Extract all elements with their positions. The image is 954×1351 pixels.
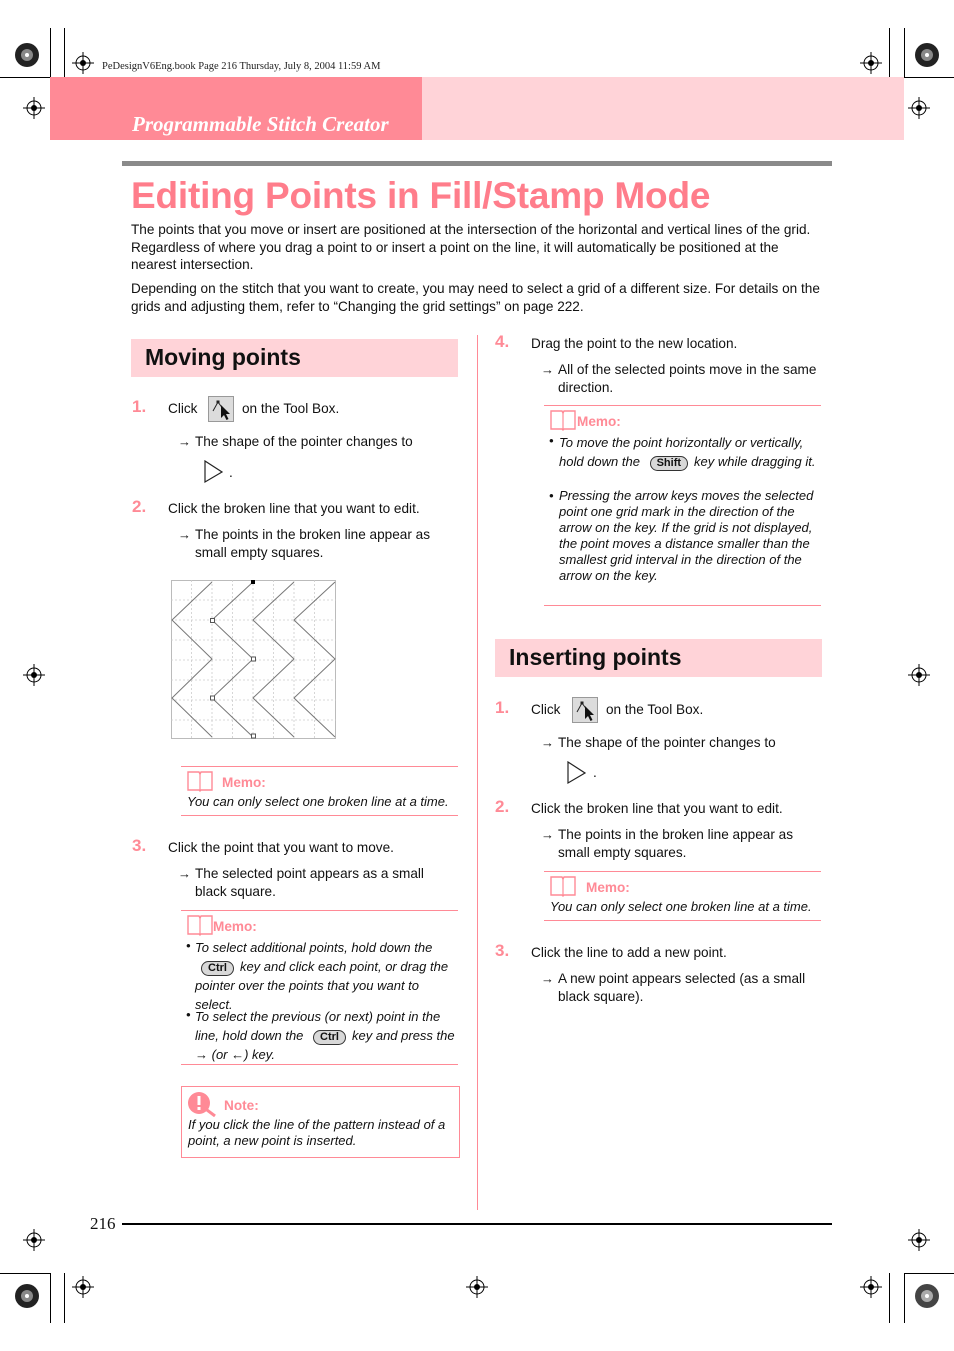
- memo-bullet: [195, 1007, 457, 1064]
- result-arrow: →: [541, 971, 554, 986]
- note-text: If you click the line of the pattern instead of a point, a new point is inserted.: [188, 1117, 446, 1149]
- step-text: Click: [168, 401, 198, 416]
- pointer-arrow-icon: [204, 460, 224, 484]
- step-number: 1.: [495, 698, 510, 717]
- step-result: The points in the broken line appear as small empty squares.: [558, 827, 794, 860]
- shift-key-icon: Shift: [650, 456, 688, 471]
- registration-target-icon: [14, 42, 40, 68]
- result-arrow: →: [541, 827, 554, 842]
- crosshair-icon: [23, 97, 45, 119]
- memo-bullet-text: To move the point horizontally or vertically, hold down the: [559, 435, 804, 469]
- ctrl-key-icon: Ctrl: [313, 1030, 346, 1045]
- step-result: The points in the broken line appear as small empty squares.: [195, 527, 431, 560]
- step-number: 3.: [132, 836, 147, 855]
- memo-bullet-text: To select additional points, hold down the: [195, 940, 433, 955]
- step-text: Click the broken line that you want to edit.: [168, 501, 420, 516]
- crosshair-icon: [72, 1276, 94, 1298]
- book-icon: [187, 914, 213, 936]
- step-number: 1.: [132, 397, 147, 416]
- step-text: on the Tool Box.: [606, 702, 704, 717]
- title-rule: [122, 161, 832, 166]
- result-arrow: →: [178, 527, 191, 542]
- memo-bullet-text: key while dragging it.: [694, 454, 816, 469]
- memo-bullet-text: To select the previous (or next) point in the line, hold down the: [195, 1009, 441, 1043]
- step-number: 3.: [495, 941, 510, 960]
- pointer-arrow-icon: [567, 761, 587, 785]
- intro-paragraph: The points that you move or insert are positioned at the intersection of the horizontal and vertical lines of the grid. Regardless of where you drag a point to or insert a point on the line, it will automatically be positioned at the nearest intersection.: [131, 222, 811, 272]
- bullet-dot: •: [549, 488, 554, 503]
- result-arrow: →: [178, 434, 191, 449]
- step-result: All of the selected points move in the same direction.: [558, 362, 817, 395]
- bullet-dot: •: [186, 938, 191, 953]
- crosshair-icon: [23, 1229, 45, 1251]
- column-divider: [477, 335, 478, 1210]
- page-number: 216: [90, 1214, 116, 1233]
- step-result: A new point appears selected (as a small black square).: [558, 971, 806, 1004]
- memo-label: Memo:: [222, 775, 266, 790]
- crosshair-icon: [466, 1276, 488, 1298]
- crosshair-icon: [908, 97, 930, 119]
- print-slug: PeDesignV6Eng.book Page 216 Thursday, July 8, 2004 11:59 AM: [102, 61, 381, 72]
- crosshair-icon: [860, 52, 882, 74]
- select-point-tool-icon: [572, 697, 598, 723]
- registration-target-icon: [914, 42, 940, 68]
- section-header-moving: [131, 339, 458, 377]
- step-number: 2.: [132, 497, 147, 516]
- step-text: Click: [531, 702, 561, 717]
- bullet-dot: •: [549, 433, 554, 448]
- book-icon: [187, 770, 213, 792]
- step-result: The shape of the pointer changes to: [558, 735, 776, 750]
- memo-bullet-text: key and press the → (or ←) key.: [195, 1028, 455, 1062]
- book-icon: [550, 409, 576, 431]
- step-result: The selected point appears as a small black square.: [195, 866, 424, 899]
- memo-text: You can only select one broken line at a time.: [550, 899, 812, 914]
- chapter-title: Programmable Stitch Creator: [132, 112, 389, 136]
- period: .: [593, 765, 597, 780]
- memo-label: Memo:: [586, 880, 630, 895]
- page-title: Editing Points in Fill/Stamp Mode: [131, 175, 711, 216]
- section-header-inserting: [495, 639, 822, 677]
- step-text: Click the broken line that you want to edit.: [531, 801, 783, 816]
- crosshair-icon: [72, 52, 94, 74]
- registration-target-icon: [914, 1283, 940, 1309]
- step-text: on the Tool Box.: [242, 401, 340, 416]
- bullet-dot: •: [186, 1007, 191, 1022]
- step-number: 2.: [495, 797, 510, 816]
- memo-label: Memo:: [577, 414, 621, 429]
- result-arrow: →: [178, 866, 191, 881]
- section-title: Moving points: [145, 344, 301, 370]
- memo-bullet: [559, 433, 821, 471]
- memo-bullet: [195, 938, 457, 1014]
- note-label: Note:: [224, 1098, 259, 1113]
- footer-rule: [122, 1223, 832, 1225]
- registration-target-icon: [14, 1283, 40, 1309]
- step-number: 4.: [495, 332, 510, 351]
- crosshair-icon: [23, 664, 45, 686]
- ctrl-key-icon: Ctrl: [201, 961, 234, 976]
- crosshair-icon: [908, 1229, 930, 1251]
- period: .: [229, 465, 233, 480]
- memo-bullet-text: key and click each point, or drag the pointer over the points that you want to select.: [195, 959, 449, 1012]
- step-result: The shape of the pointer changes to: [195, 434, 413, 449]
- crosshair-icon: [860, 1276, 882, 1298]
- result-arrow: →: [541, 362, 554, 377]
- result-arrow: →: [541, 735, 554, 750]
- book-icon: [550, 875, 576, 897]
- crosshair-icon: [908, 664, 930, 686]
- memo-bullet: Pressing the arrow keys moves the selected point one grid mark in the direction of the arrow on the key. If the grid is not displayed, the point moves a distance smaller than the smallest grid interval in the direction of the arrow on the key.: [559, 488, 814, 583]
- step-text: Click the point that you want to move.: [168, 840, 394, 855]
- section-title: Inserting points: [509, 644, 682, 670]
- memo-text: You can only select one broken line at a time.: [187, 794, 449, 809]
- memo-label: Memo:: [213, 919, 257, 934]
- intro-paragraph: Depending on the stitch that you want to create, you may need to select a grid of a different size. For details on the grids and adjusting them, refer to “Changing the grid settings” on page 222.: [131, 281, 820, 314]
- step-text: Click the line to add a new point.: [531, 945, 727, 960]
- warning-magnifier-icon: [187, 1091, 217, 1117]
- broken-line-grid-illustration: [171, 580, 336, 739]
- step-text: Drag the point to the new location.: [531, 336, 738, 351]
- select-point-tool-icon: [208, 396, 234, 422]
